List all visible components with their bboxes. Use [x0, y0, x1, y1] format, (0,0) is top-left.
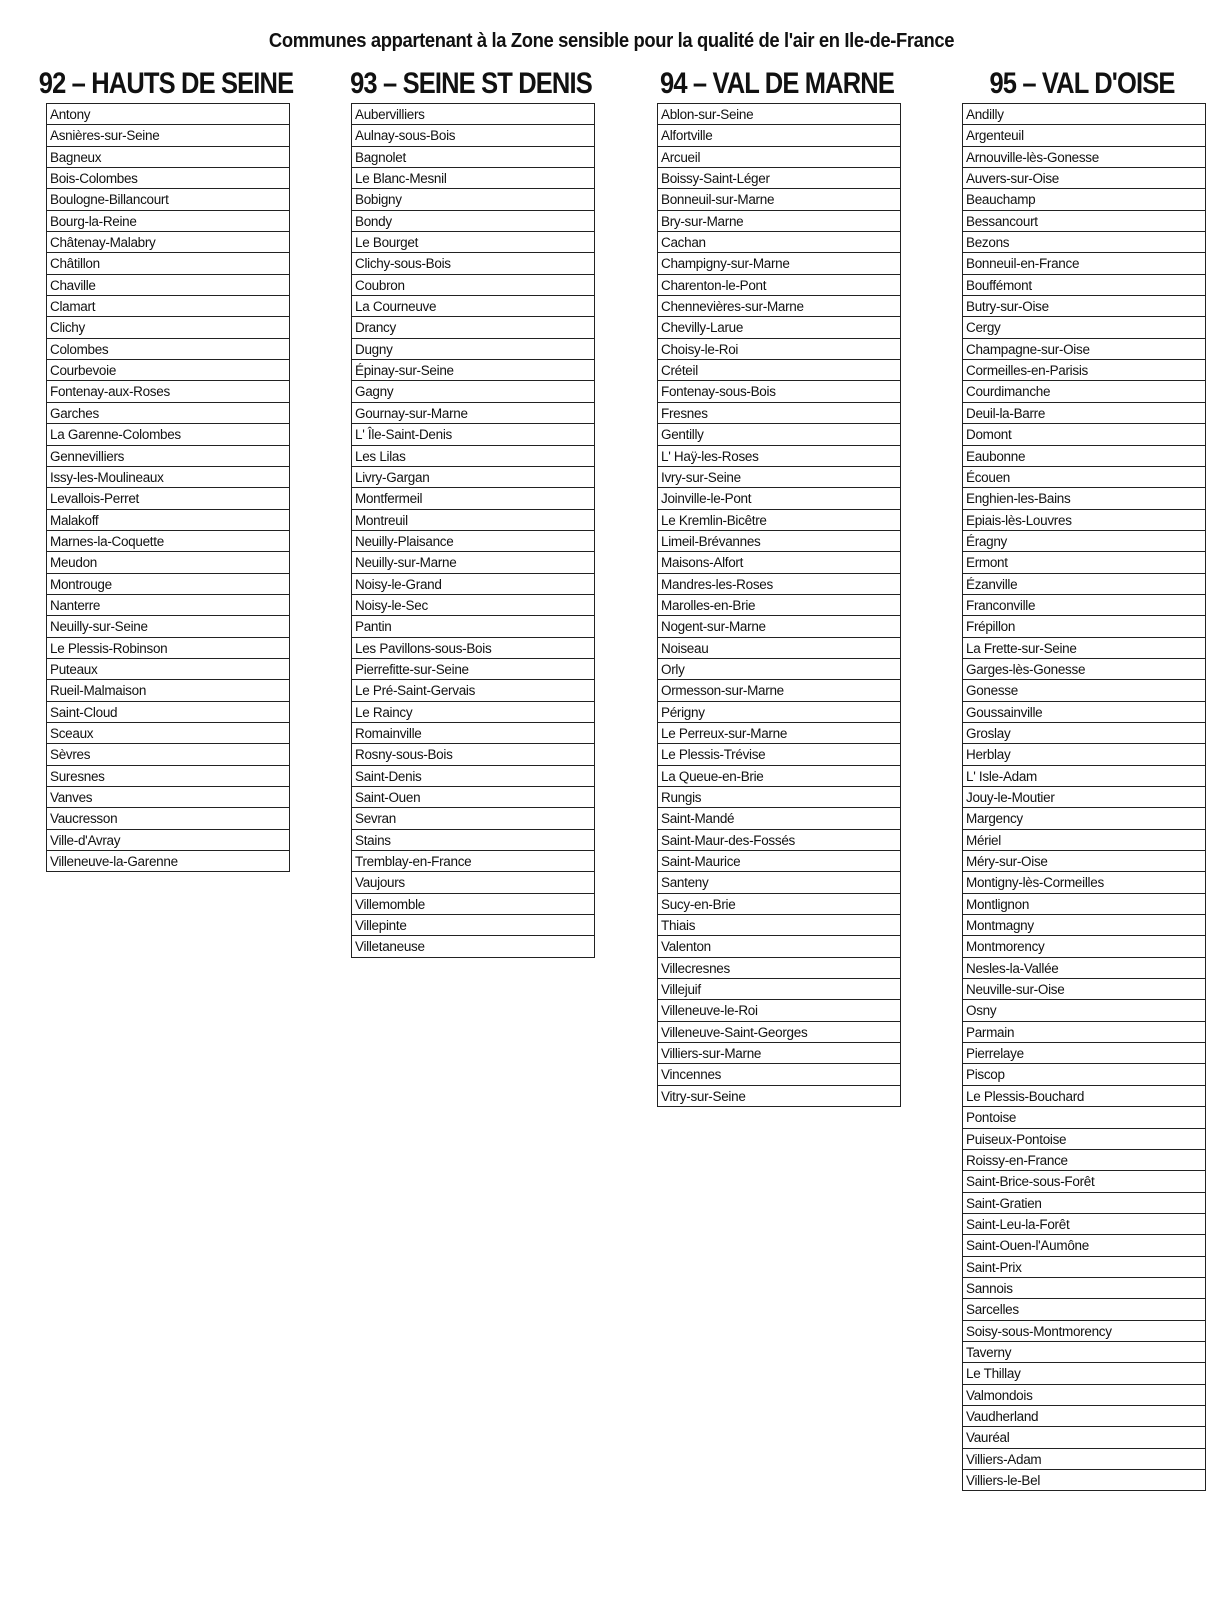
department-column-92	[38, 66, 316, 872]
commune-row: Andilly	[963, 104, 1205, 125]
commune-row: Beauchamp	[963, 189, 1205, 210]
commune-row: Villiers-le-Bel	[963, 1470, 1205, 1491]
commune-row: Saint-Maurice	[658, 851, 900, 872]
commune-row: Eaubonne	[963, 446, 1205, 467]
commune-row: Mandres-les-Roses	[658, 574, 900, 595]
commune-row: Saint-Brice-sous-Forêt	[963, 1171, 1205, 1192]
commune-row: Gagny	[352, 381, 594, 402]
commune-row: Joinville-le-Pont	[658, 488, 900, 509]
commune-row: Valenton	[658, 936, 900, 957]
commune-row: Gournay-sur-Marne	[352, 403, 594, 424]
department-column-95	[962, 66, 1223, 1491]
commune-row: Vaudherland	[963, 1406, 1205, 1427]
commune-row: Levallois-Perret	[47, 488, 289, 509]
department-column-94	[657, 66, 927, 1107]
commune-row: Charenton-le-Pont	[658, 275, 900, 296]
commune-row: Montreuil	[352, 510, 594, 531]
commune-row: Epiais-lès-Louvres	[963, 510, 1205, 531]
commune-row: Antony	[47, 104, 289, 125]
commune-row: Châtenay-Malabry	[47, 232, 289, 253]
commune-row: Champigny-sur-Marne	[658, 253, 900, 274]
commune-row: Sevran	[352, 808, 594, 829]
commune-row: Bry-sur-Marne	[658, 211, 900, 232]
commune-row: Rueil-Malmaison	[47, 680, 289, 701]
commune-row: Sèvres	[47, 744, 289, 765]
commune-row: Tremblay-en-France	[352, 851, 594, 872]
commune-row: Domont	[963, 424, 1205, 445]
commune-row: Argenteuil	[963, 125, 1205, 146]
commune-row: Nesles-la-Vallée	[963, 958, 1205, 979]
commune-row: Choisy-le-Roi	[658, 339, 900, 360]
commune-row: Garges-lès-Gonesse	[963, 659, 1205, 680]
commune-row: Drancy	[352, 317, 594, 338]
department-header: 95 – VAL D'OISE	[989, 67, 1175, 100]
commune-row: Neuville-sur-Oise	[963, 979, 1205, 1000]
commune-row: Dugny	[352, 339, 594, 360]
commune-row: Alfortville	[658, 125, 900, 146]
commune-row: Bezons	[963, 232, 1205, 253]
commune-row: Santeny	[658, 872, 900, 893]
commune-row: Montmagny	[963, 915, 1205, 936]
commune-row: Maisons-Alfort	[658, 552, 900, 573]
commune-row: Courdimanche	[963, 381, 1205, 402]
commune-row: Bonneuil-en-France	[963, 253, 1205, 274]
commune-row: Villemomble	[352, 894, 594, 915]
commune-row: Livry-Gargan	[352, 467, 594, 488]
commune-row: Le Kremlin-Bicêtre	[658, 510, 900, 531]
commune-row: L' Haÿ-les-Roses	[658, 446, 900, 467]
commune-row: Villecresnes	[658, 958, 900, 979]
department-column-93	[351, 66, 621, 958]
commune-row: Créteil	[658, 360, 900, 381]
commune-row: Noiseau	[658, 638, 900, 659]
commune-row: La Courneuve	[352, 296, 594, 317]
commune-row: Suresnes	[47, 766, 289, 787]
commune-row: Villepinte	[352, 915, 594, 936]
commune-row: L' Île-Saint-Denis	[352, 424, 594, 445]
commune-row: Pierrefitte-sur-Seine	[352, 659, 594, 680]
commune-row: Le Plessis-Robinson	[47, 638, 289, 659]
commune-row: Colombes	[47, 339, 289, 360]
commune-row: Montlignon	[963, 894, 1205, 915]
commune-row: Le Thillay	[963, 1363, 1205, 1384]
commune-row: Fontenay-sous-Bois	[658, 381, 900, 402]
commune-row: Coubron	[352, 275, 594, 296]
commune-row: Villetaneuse	[352, 936, 594, 957]
commune-row: Soisy-sous-Montmorency	[963, 1321, 1205, 1342]
commune-row: Bessancourt	[963, 211, 1205, 232]
commune-row: Ormesson-sur-Marne	[658, 680, 900, 701]
commune-row: Le Pré-Saint-Gervais	[352, 680, 594, 701]
commune-row: Saint-Maur-des-Fossés	[658, 830, 900, 851]
commune-row: Vitry-sur-Seine	[658, 1086, 900, 1107]
commune-row: Les Lilas	[352, 446, 594, 467]
commune-row: Villeneuve-Saint-Georges	[658, 1022, 900, 1043]
commune-row: Montmorency	[963, 936, 1205, 957]
commune-row: Vauréal	[963, 1427, 1205, 1448]
commune-row: Auvers-sur-Oise	[963, 168, 1205, 189]
commune-row: Villiers-sur-Marne	[658, 1043, 900, 1064]
commune-row: Bois-Colombes	[47, 168, 289, 189]
commune-row: Bourg-la-Reine	[47, 211, 289, 232]
commune-list	[351, 103, 595, 958]
commune-row: Nogent-sur-Marne	[658, 616, 900, 637]
commune-row: Bonneuil-sur-Marne	[658, 189, 900, 210]
commune-row: Limeil-Brévannes	[658, 531, 900, 552]
commune-row: Romainville	[352, 723, 594, 744]
commune-row: Frépillon	[963, 616, 1205, 637]
commune-row: Le Bourget	[352, 232, 594, 253]
commune-row: Vanves	[47, 787, 289, 808]
commune-row: Saint-Leu-la-Forêt	[963, 1214, 1205, 1235]
commune-row: Les Pavillons-sous-Bois	[352, 638, 594, 659]
commune-row: Asnières-sur-Seine	[47, 125, 289, 146]
commune-row: Bondy	[352, 211, 594, 232]
commune-row: Le Blanc-Mesnil	[352, 168, 594, 189]
page-title: Communes appartenant à la Zone sensible pour la qualité de l'air en Ile-de-France	[268, 30, 955, 52]
commune-row: Méry-sur-Oise	[963, 851, 1205, 872]
commune-row: Gennevilliers	[47, 446, 289, 467]
commune-row: Montfermeil	[352, 488, 594, 509]
commune-row: Aulnay-sous-Bois	[352, 125, 594, 146]
commune-row: Ézanville	[963, 574, 1205, 595]
commune-row: Noisy-le-Sec	[352, 595, 594, 616]
commune-row: Gentilly	[658, 424, 900, 445]
commune-row: Margency	[963, 808, 1205, 829]
commune-row: Aubervilliers	[352, 104, 594, 125]
commune-row: Enghien-les-Bains	[963, 488, 1205, 509]
commune-row: Ablon-sur-Seine	[658, 104, 900, 125]
commune-row: Noisy-le-Grand	[352, 574, 594, 595]
commune-row: Marnes-la-Coquette	[47, 531, 289, 552]
commune-row: Vincennes	[658, 1064, 900, 1085]
commune-row: Champagne-sur-Oise	[963, 339, 1205, 360]
commune-row: Sceaux	[47, 723, 289, 744]
commune-row: Sannois	[963, 1278, 1205, 1299]
commune-row: Cormeilles-en-Parisis	[963, 360, 1205, 381]
commune-row: Arcueil	[658, 147, 900, 168]
commune-row: Groslay	[963, 723, 1205, 744]
commune-row: Clichy	[47, 317, 289, 338]
commune-row: Saint-Gratien	[963, 1193, 1205, 1214]
commune-row: Rosny-sous-Bois	[352, 744, 594, 765]
commune-row: La Garenne-Colombes	[47, 424, 289, 445]
commune-row: Piscop	[963, 1064, 1205, 1085]
commune-row: Gonesse	[963, 680, 1205, 701]
commune-row: Butry-sur-Oise	[963, 296, 1205, 317]
commune-row: Osny	[963, 1000, 1205, 1021]
commune-row: Pantin	[352, 616, 594, 637]
commune-row: Boissy-Saint-Léger	[658, 168, 900, 189]
commune-row: Saint-Cloud	[47, 702, 289, 723]
commune-row: Neuilly-Plaisance	[352, 531, 594, 552]
commune-row: Goussainville	[963, 702, 1205, 723]
commune-row: Ermont	[963, 552, 1205, 573]
commune-row: Ivry-sur-Seine	[658, 467, 900, 488]
commune-list	[657, 103, 901, 1107]
commune-row: Herblay	[963, 744, 1205, 765]
commune-row: Villeneuve-le-Roi	[658, 1000, 900, 1021]
commune-row: Bagneux	[47, 147, 289, 168]
commune-row: Vaucresson	[47, 808, 289, 829]
department-header: 92 – HAUTS DE SEINE	[38, 67, 294, 100]
commune-row: Bagnolet	[352, 147, 594, 168]
commune-row: Puteaux	[47, 659, 289, 680]
commune-row: Cachan	[658, 232, 900, 253]
commune-row: Fresnes	[658, 403, 900, 424]
commune-row: Thiais	[658, 915, 900, 936]
commune-row: Le Perreux-sur-Marne	[658, 723, 900, 744]
commune-list	[962, 103, 1206, 1491]
commune-row: Roissy-en-France	[963, 1150, 1205, 1171]
commune-row: Chevilly-Larue	[658, 317, 900, 338]
commune-row: Villejuif	[658, 979, 900, 1000]
commune-row: Écouen	[963, 467, 1205, 488]
commune-list	[46, 103, 290, 872]
commune-row: Fontenay-aux-Roses	[47, 381, 289, 402]
commune-row: Franconville	[963, 595, 1205, 616]
commune-row: Malakoff	[47, 510, 289, 531]
commune-row: Montigny-lès-Cormeilles	[963, 872, 1205, 893]
commune-row: Meudon	[47, 552, 289, 573]
commune-row: Le Plessis-Trévise	[658, 744, 900, 765]
commune-row: Saint-Prix	[963, 1257, 1205, 1278]
commune-row: Saint-Ouen-l'Aumône	[963, 1235, 1205, 1256]
commune-row: Boulogne-Billancourt	[47, 189, 289, 210]
commune-row: Pontoise	[963, 1107, 1205, 1128]
commune-row: Le Plessis-Bouchard	[963, 1086, 1205, 1107]
commune-row: Châtillon	[47, 253, 289, 274]
commune-row: Puiseux-Pontoise	[963, 1129, 1205, 1150]
department-header: 94 – VAL DE MARNE	[659, 67, 894, 100]
commune-row: Neuilly-sur-Seine	[47, 616, 289, 637]
commune-row: Chennevières-sur-Marne	[658, 296, 900, 317]
commune-row: Ville-d'Avray	[47, 830, 289, 851]
commune-row: Cergy	[963, 317, 1205, 338]
commune-row: Clichy-sous-Bois	[352, 253, 594, 274]
commune-row: Mériel	[963, 830, 1205, 851]
department-header: 93 – SEINE ST DENIS	[350, 67, 592, 100]
commune-row: Bouffémont	[963, 275, 1205, 296]
commune-row: Parmain	[963, 1022, 1205, 1043]
commune-row: Saint-Ouen	[352, 787, 594, 808]
commune-row: Neuilly-sur-Marne	[352, 552, 594, 573]
commune-row: Clamart	[47, 296, 289, 317]
commune-row: Vaujours	[352, 872, 594, 893]
commune-row: Deuil-la-Barre	[963, 403, 1205, 424]
commune-row: Rungis	[658, 787, 900, 808]
commune-row: Marolles-en-Brie	[658, 595, 900, 616]
commune-row: Éragny	[963, 531, 1205, 552]
commune-row: Arnouville-lès-Gonesse	[963, 147, 1205, 168]
commune-row: Courbevoie	[47, 360, 289, 381]
commune-row: L' Isle-Adam	[963, 766, 1205, 787]
commune-row: La Frette-sur-Seine	[963, 638, 1205, 659]
commune-row: Sucy-en-Brie	[658, 894, 900, 915]
commune-row: Montrouge	[47, 574, 289, 595]
commune-row: Périgny	[658, 702, 900, 723]
commune-row: Chaville	[47, 275, 289, 296]
commune-row: Issy-les-Moulineaux	[47, 467, 289, 488]
commune-row: Nanterre	[47, 595, 289, 616]
commune-row: Pierrelaye	[963, 1043, 1205, 1064]
commune-row: Saint-Denis	[352, 766, 594, 787]
commune-row: Stains	[352, 830, 594, 851]
commune-row: Valmondois	[963, 1385, 1205, 1406]
commune-row: Jouy-le-Moutier	[963, 787, 1205, 808]
commune-row: Sarcelles	[963, 1299, 1205, 1320]
commune-row: Saint-Mandé	[658, 808, 900, 829]
commune-row: Garches	[47, 403, 289, 424]
commune-row: Taverny	[963, 1342, 1205, 1363]
commune-row: Bobigny	[352, 189, 594, 210]
commune-row: La Queue-en-Brie	[658, 766, 900, 787]
commune-row: Le Raincy	[352, 702, 594, 723]
commune-row: Orly	[658, 659, 900, 680]
commune-row: Villiers-Adam	[963, 1449, 1205, 1470]
commune-row: Villeneuve-la-Garenne	[47, 851, 289, 872]
commune-row: Épinay-sur-Seine	[352, 360, 594, 381]
